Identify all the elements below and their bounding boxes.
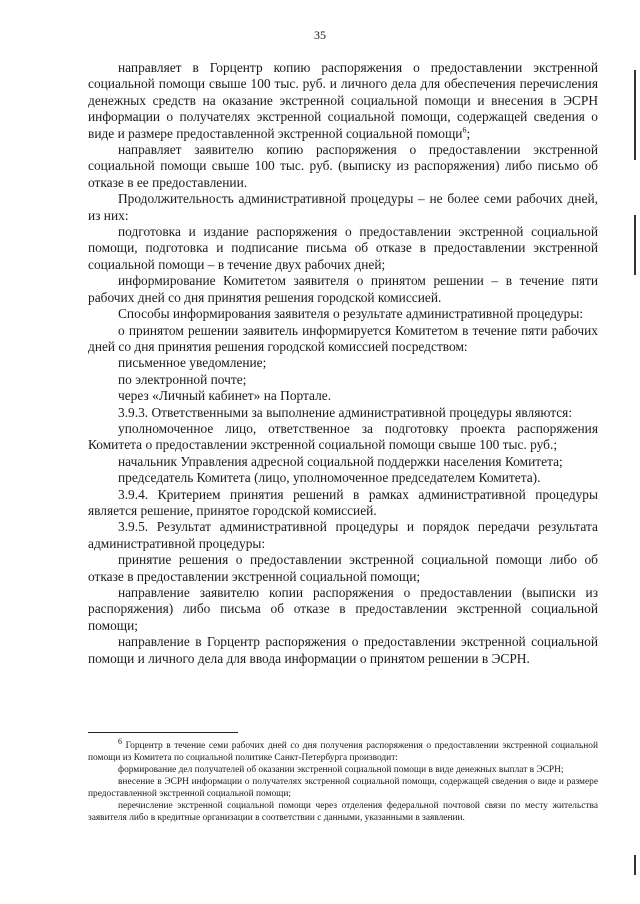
scan-edge-mark (634, 855, 636, 875)
footnote-marker: 6 (118, 736, 122, 746)
page-number: 35 (314, 28, 326, 42)
paragraph: уполномоченное лицо, ответственное за подготовку проекта распоряжения Комитета о предоставлении экстренной социальной помощи свыше 100 тыс. руб.; (88, 420, 598, 453)
paragraph: принятие решения о предоставлении экстренной социальной помощи либо об отказе в предоставлении экстренной социальной помощи; (88, 552, 598, 584)
footnote-text: Горцентр в течение семи рабочих дней со дня получения распоряжения о предоставлении экстренной социальной помощи из Комитета по социальной политике Санкт-Петербурга производит: (88, 741, 598, 763)
list-item: по электронной почте; (118, 371, 247, 387)
footnote (88, 736, 598, 764)
paragraph: председатель Комитета (лицо, уполномоченное председателем Комитета). (118, 470, 541, 486)
body-text (88, 60, 598, 667)
paragraph: направляет заявителю копию распоряжения о предоставлении экстренной социальной помощи свыше 100 тыс. руб. (выписку из распоряжения) либо письмо об отказе в ее предоставлении. (88, 142, 598, 190)
list-item: через «Личный кабинет» на Портале. (118, 388, 332, 404)
footnote: перечисление экстренной социальной помощи через отделения федеральной почтовой связи по месту жительства заявителя либо в кредитные организации в соответствии с данными, указанными в заявлении. (88, 801, 598, 823)
scan-edge-mark (634, 215, 636, 275)
paragraph: Продолжительность административной процедуры – не более семи рабочих дней, из них: (88, 191, 598, 223)
paragraph-tail: ; (466, 125, 471, 141)
footnote: внесение в ЭСРН информации о получателях экстренной социальной помощи, содержащей сведения о виде и размере предоставленной экстренной социальной помощи; (88, 777, 598, 799)
paragraph: направление заявителю копии распоряжения о предоставлении (выписки из распоряжения) либо письма об отказе в предоставлении экстренной социальной помощи; (88, 585, 598, 633)
footnote-ref: 6 (462, 125, 467, 135)
footnote-separator (88, 732, 238, 733)
footnotes (88, 736, 598, 824)
paragraph: Способы информирования заявителя о результате административной процедуры: (118, 306, 584, 322)
paragraph: направление в Горцентр распоряжения о предоставлении экстренной социальной помощи и личного дела для ввода информации о принятом решении в ЭСРН. (88, 634, 598, 666)
section-paragraph: 3.9.3. Ответственными за выполнение административной процедуры являются: (118, 404, 573, 420)
paragraph: подготовка и издание распоряжения о предоставлении экстренной социальной помощи, подготовка и подписание письма об отказе в предоставлении экстренной социальной помощи – в течение двух рабочих дней; (88, 224, 598, 272)
footnote: формирование дел получателей об оказании экстренной социальной помощи в виде денежных выплат в ЭСРН; (118, 765, 564, 775)
paragraph: о принятом решении заявитель информируется Комитетом в течение пяти рабочих дней со дня принятия решения городской комиссией посредством: (88, 322, 598, 354)
scan-edge-mark (634, 70, 636, 160)
section-paragraph: 3.9.4. Критерием принятия решений в рамках административной процедуры является решение, принятое городской комиссией. (88, 486, 598, 518)
paragraph (88, 60, 598, 142)
paragraph: информирование Комитетом заявителя о принятом решении – в течение пяти рабочих дней со дня принятия решения городской комиссией. (88, 273, 598, 305)
list-item: письменное уведомление; (118, 355, 267, 371)
paragraph: начальник Управления адресной социальной поддержки населения Комитета; (118, 453, 563, 469)
section-paragraph: 3.9.5. Результат административной процедуры и порядок передачи результата административной процедуры: (88, 519, 598, 551)
paragraph-text: направляет в Горцентр копию распоряжения о предоставлении экстренной социальной помощи свыше 100 тыс. руб. и личного дела для обеспечения перечисления денежных средств на оказание экстренной социальной помощи и внесения в ЭСРН информации о получателях экстренной социальной помощи, содержащей сведения о виде и размере предоставленной экстренной социальной помощи (88, 60, 598, 141)
